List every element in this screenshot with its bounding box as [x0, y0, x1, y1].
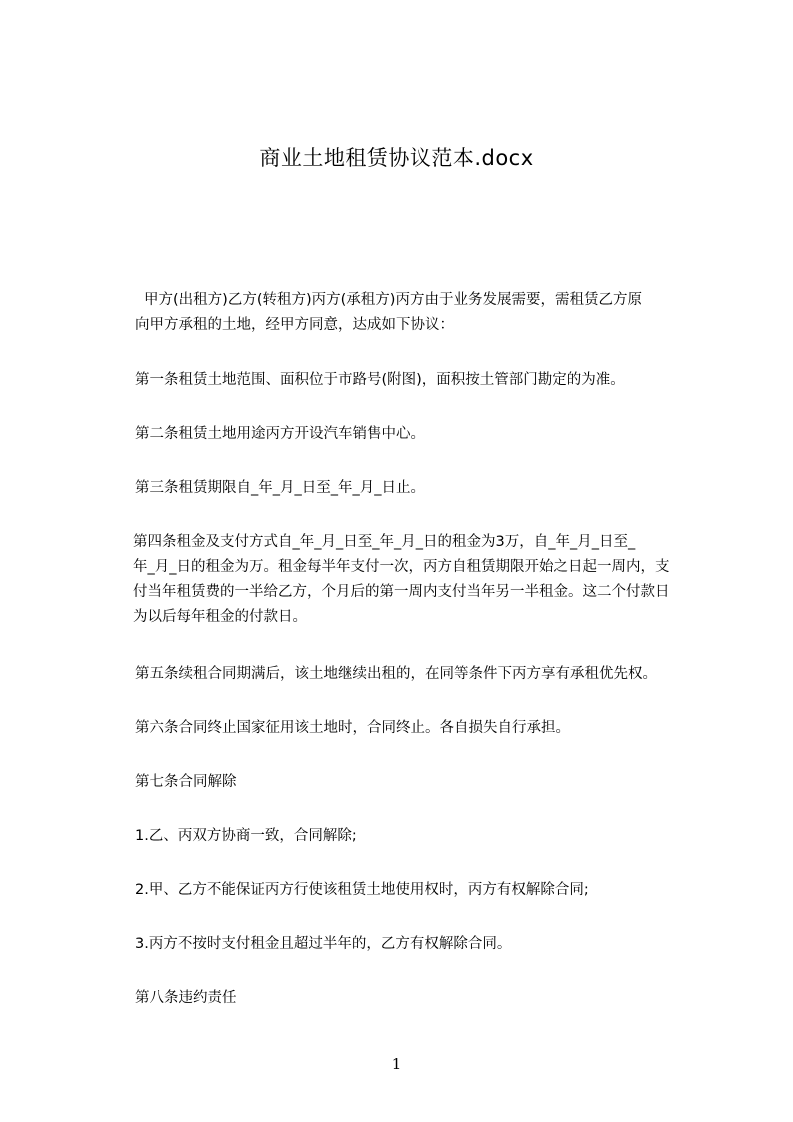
paragraph-article-7	[135, 770, 725, 795]
page-number: 1	[391, 1055, 402, 1073]
paragraph-line: 甲方(出租方)乙方(转租方)丙方(承租方)丙方由于业务发展需要，需租赁乙方原	[144, 292, 642, 308]
paragraph-line: 第四条租金及支付方式自_年_月_日至_年_月_日的租金为3万，自_年_月_日至_	[133, 534, 636, 550]
paragraph-line: 2.甲、乙方不能保证丙方行使该租赁土地使用权时，丙方有权解除合同;	[135, 882, 589, 898]
paragraph-line: 第三条租赁期限自_年_月_日至_年_月_日止。	[135, 480, 425, 496]
paragraph-line: 1.乙、丙双方协商一致，合同解除;	[135, 828, 357, 844]
document-title: 商业土地租赁协议范本.docx	[259, 146, 534, 170]
paragraph-clause-3	[135, 932, 725, 957]
paragraph-line: 3.丙方不按时支付租金且超过半年的，乙方有权解除合同。	[135, 936, 512, 952]
paragraph-line: 第五条续租合同期满后，该土地继续出租的，在同等条件下丙方享有承租优先权。	[135, 666, 657, 682]
paragraph-article-6	[135, 716, 725, 741]
paragraph-line: 年_月_日的租金为万。租金每半年支付一次，丙方自租赁期限开始之日起一周内，支	[133, 559, 670, 575]
paragraph-line: 第一条租赁土地范围、面积位于市路号(附图)，面积按土管部门勘定的为准。	[135, 372, 625, 388]
paragraph-line: 向甲方承租的土地，经甲方同意，达成如下协议：	[135, 317, 454, 333]
paragraph-line: 第六条合同终止国家征用该土地时，合同终止。各自损失自行承担。	[135, 720, 570, 736]
paragraph-article-5	[135, 662, 725, 687]
paragraph-line: 第二条租赁土地用途丙方开设汽车销售中心。	[135, 426, 425, 442]
paragraph-article-2	[135, 422, 725, 447]
paragraph-line: 第八条违约责任	[135, 990, 237, 1006]
paragraph-article-8	[135, 986, 725, 1011]
paragraph-article-1	[135, 368, 725, 393]
paragraph-line: 付当年租赁费的一半给乙方，个月后的第一周内支付当年另一半租金。这二个付款日	[133, 584, 670, 600]
paragraph-clause-1	[135, 824, 725, 849]
paragraph-line: 第七条合同解除	[135, 774, 237, 790]
paragraph-article-3	[135, 476, 725, 501]
paragraph-clause-2	[135, 878, 725, 903]
paragraph-article-4	[133, 530, 723, 630]
paragraph-line: 为以后每年租金的付款日。	[133, 609, 307, 625]
paragraph-intro	[135, 288, 730, 338]
